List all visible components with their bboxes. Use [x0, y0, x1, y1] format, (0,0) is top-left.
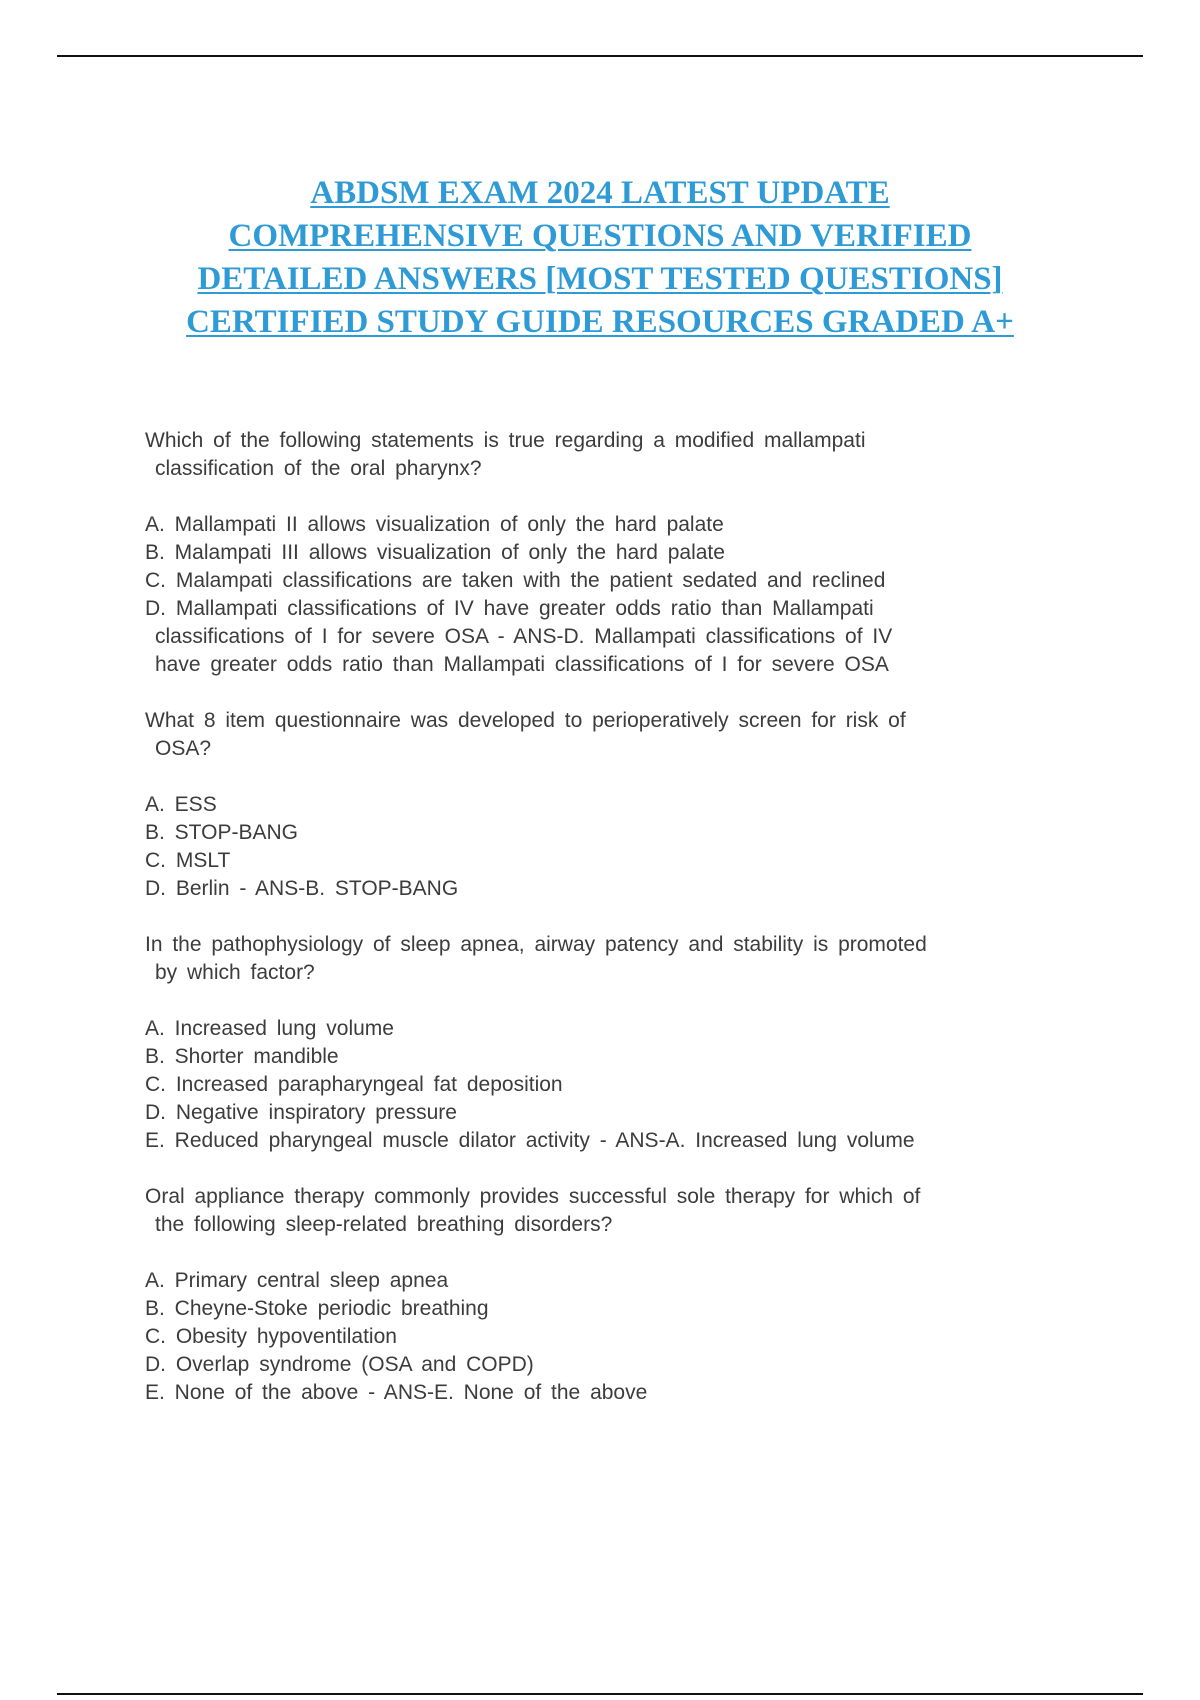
option-line: E. None of the above - ANS-E. None of the above — [145, 1381, 648, 1404]
answer-option — [145, 1015, 1075, 1043]
stem-line: the following sleep-related breathing disorders? — [155, 1213, 613, 1236]
option-line: D. Mallampati classifications of IV have greater odds ratio than Mallampati — [145, 597, 874, 620]
answer-option — [145, 1071, 1075, 1099]
header-rule — [57, 55, 1143, 57]
option-line: C. Obesity hypoventilation — [145, 1325, 397, 1348]
question-stem — [145, 427, 1075, 483]
title-line: ABDSM EXAM 2024 LATEST UPDATE — [310, 175, 890, 211]
question-3 — [145, 931, 1075, 1155]
answer-option — [145, 819, 1075, 847]
option-line: A. ESS — [145, 793, 217, 816]
answer-option — [145, 1295, 1075, 1323]
questions-list — [145, 427, 1075, 1435]
title-line: DETAILED ANSWERS [MOST TESTED QUESTIONS] — [197, 261, 1003, 297]
stem-line: Which of the following statements is true regarding a modified mallampati — [145, 429, 866, 452]
answer-option — [145, 791, 1075, 819]
question-stem — [145, 1183, 1075, 1239]
question-stem — [145, 931, 1075, 987]
answer-option — [145, 1099, 1075, 1127]
option-line: have greater odds ratio than Mallampati classifications of I for severe OSA — [155, 653, 889, 676]
option-line: B. Malampati III allows visualization of only the hard palate — [145, 541, 725, 564]
footer-rule — [57, 1693, 1143, 1695]
answer-option — [145, 567, 1075, 595]
answer-option — [145, 1351, 1075, 1379]
answer-option — [145, 511, 1075, 539]
answer-option — [145, 847, 1075, 875]
answer-option-with-answer — [145, 1127, 1075, 1155]
option-line: E. Reduced pharyngeal muscle dilator activity - ANS-A. Increased lung volume — [145, 1129, 915, 1152]
stem-line: classification of the oral pharynx? — [155, 457, 482, 480]
stem-line: Oral appliance therapy commonly provides successful sole therapy for which of — [145, 1185, 921, 1208]
option-line: B. Cheyne-Stoke periodic breathing — [145, 1297, 489, 1320]
stem-line: OSA? — [155, 737, 212, 760]
option-line: C. Malampati classifications are taken with the patient sedated and reclined — [145, 569, 886, 592]
option-line: B. Shorter mandible — [145, 1045, 339, 1068]
answer-option-with-answer — [145, 1379, 1075, 1407]
document-title — [100, 172, 1100, 344]
question-2 — [145, 707, 1075, 903]
answer-option — [145, 1267, 1075, 1295]
question-stem — [145, 707, 1075, 763]
stem-line: by which factor? — [155, 961, 315, 984]
answer-option — [145, 1043, 1075, 1071]
option-line: C. MSLT — [145, 849, 231, 872]
question-1 — [145, 427, 1075, 679]
option-line: A. Mallampati II allows visualization of only the hard palate — [145, 513, 724, 536]
option-line: D. Negative inspiratory pressure — [145, 1101, 457, 1124]
title-line: CERTIFIED STUDY GUIDE RESOURCES GRADED A+ — [186, 304, 1014, 340]
question-4 — [145, 1183, 1075, 1407]
option-line: B. STOP-BANG — [145, 821, 298, 844]
answer-option — [145, 539, 1075, 567]
answer-option-with-answer — [145, 595, 1075, 679]
option-line: D. Berlin - ANS-B. STOP-BANG — [145, 877, 459, 900]
option-line: A. Primary central sleep apnea — [145, 1269, 449, 1292]
title-line: COMPREHENSIVE QUESTIONS AND VERIFIED — [228, 218, 972, 254]
option-line: classifications of I for severe OSA - ANS-D. Mallampati classifications of IV — [155, 625, 893, 648]
answer-option — [145, 1323, 1075, 1351]
answer-option-with-answer — [145, 875, 1075, 903]
option-line: D. Overlap syndrome (OSA and COPD) — [145, 1353, 534, 1376]
stem-line: What 8 item questionnaire was developed to perioperatively screen for risk of — [145, 709, 906, 732]
option-line: A. Increased lung volume — [145, 1017, 394, 1040]
stem-line: In the pathophysiology of sleep apnea, airway patency and stability is promoted — [145, 933, 927, 956]
option-line: C. Increased parapharyngeal fat deposition — [145, 1073, 563, 1096]
